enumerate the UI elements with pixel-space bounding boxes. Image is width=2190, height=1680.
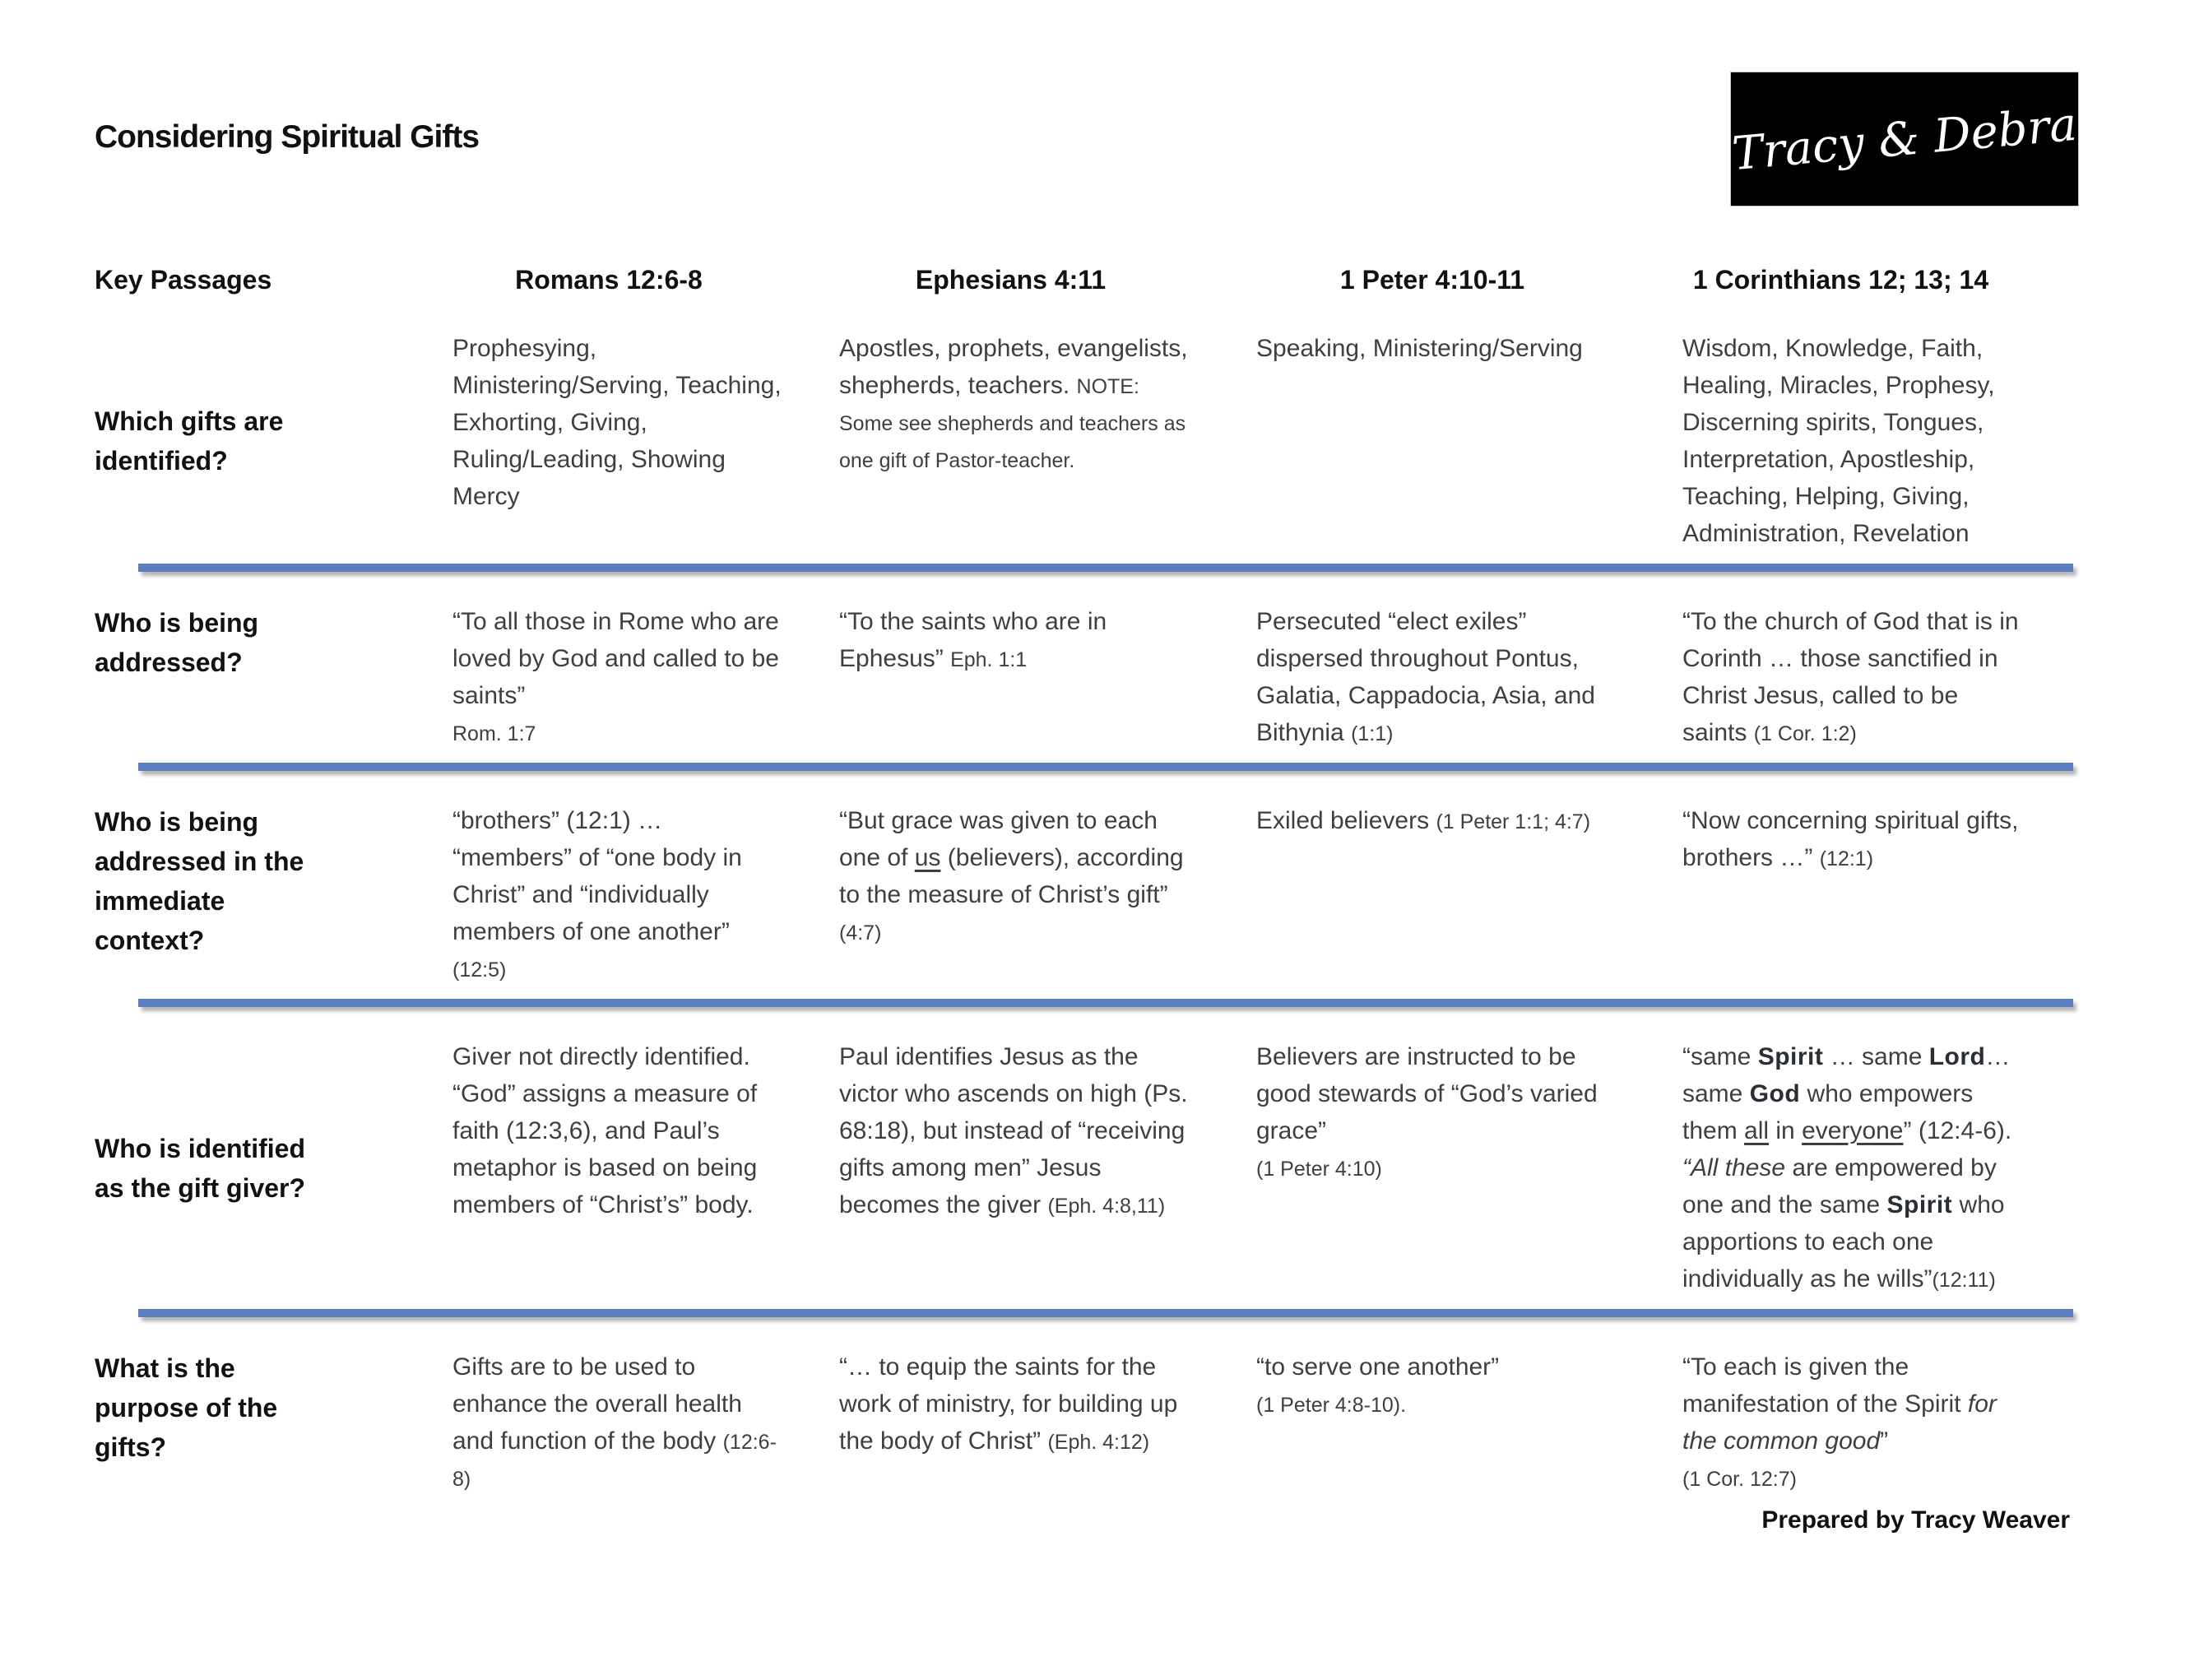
text-segment: who empowers them	[1682, 1080, 1974, 1144]
text-segment: Speaking, Ministering/Serving	[1256, 335, 1583, 362]
text-segment: (12:11)	[1932, 1269, 1996, 1292]
text-segment: (believers), according to the measure of Christ’s gift”	[839, 844, 1184, 908]
text-segment: “To the saints who are in Ephesus”	[839, 608, 1107, 672]
text-segment: Persecuted “elect exiles” dispersed throughout Pontus, Galatia, Cappadocia, Asia, and Bithynia	[1256, 608, 1595, 746]
cell-1-peter	[1256, 802, 1682, 987]
text-segment: Believers are instructed to be good stewards of “God’s varied grace”	[1256, 1043, 1598, 1144]
brand-logo-signature: Tracy & Debra	[1729, 97, 2080, 181]
text-segment: (1 Cor. 1:2)	[1753, 722, 1857, 745]
text-segment: who apportions to each one individually as he wills”	[1682, 1191, 2005, 1292]
text-segment: (12:5)	[452, 958, 507, 982]
text-segment: Gifts are to be used to enhance the overall health and function of the body	[452, 1353, 742, 1455]
cell-ephesians	[839, 802, 1256, 987]
cell-ephesians	[839, 1348, 1256, 1497]
row-label: Which gifts are identified?	[95, 406, 284, 476]
column-header-ephesians: Ephesians 4:11	[915, 265, 1107, 295]
row-separator	[138, 999, 2073, 1007]
cell-1-peter	[1256, 330, 1682, 552]
text-segment: (1 Peter 1:1; 4:7)	[1436, 810, 1591, 833]
row-separator	[138, 1309, 2073, 1317]
cell-ephesians	[839, 1038, 1256, 1297]
cell-ephesians	[839, 603, 1256, 751]
text-segment: us	[914, 844, 941, 871]
table-row-immediate-context	[95, 792, 2073, 991]
text-segment: Exiled believers	[1256, 807, 1436, 834]
text-segment: Spirit	[1757, 1043, 1824, 1070]
comparison-table	[95, 265, 2073, 1534]
column-header-1-corinthians: 1 Corinthians 12; 13; 14	[1692, 265, 1989, 295]
text-segment: are empowered by one and the same	[1682, 1154, 1997, 1218]
text-segment: Lord	[1928, 1043, 1986, 1070]
text-segment: Spirit	[1886, 1191, 1953, 1218]
text-segment: (1 Cor. 12:7)	[1682, 1468, 1797, 1491]
row-label: Who is identified as the gift giver?	[95, 1133, 306, 1203]
text-segment: “To the church of God that is in Corinth … those sanctified in Christ Jesus, called to be saints	[1682, 608, 2019, 746]
text-segment: “to serve one another”	[1256, 1353, 1500, 1381]
text-segment: “… to equip the saints for the work of ministry, for building up the body of Christ”	[839, 1353, 1178, 1455]
table-row-who-addressed	[95, 593, 2073, 754]
cell-1-corinthians	[1682, 1348, 2073, 1497]
text-segment: Eph. 1:1	[950, 648, 1028, 671]
row-separator	[138, 763, 2073, 771]
text-segment: (1 Peter 4:10)	[1256, 1158, 1382, 1181]
cell-1-corinthians	[1682, 802, 2073, 987]
text-segment: “To each is given the manifestation of the Spirit	[1682, 1353, 1968, 1418]
text-segment: Paul identifies Jesus as the victor who ascends on high (Ps. 68:18), but instead of “receiving gifts among men” Jesus becomes the giver	[839, 1043, 1188, 1218]
column-header-1-peter: 1 Peter 4:10-11	[1339, 265, 1525, 295]
text-segment: (12:6-8)	[452, 1431, 777, 1491]
text-segment: Rom. 1:7	[452, 722, 536, 745]
cell-1-corinthians	[1682, 603, 2073, 751]
cell-1-peter	[1256, 603, 1682, 751]
cell-romans	[452, 1348, 839, 1497]
page-title: Considering Spiritual Gifts	[95, 119, 480, 155]
column-header-key-passages: Key Passages	[95, 265, 272, 295]
cell-1-peter	[1256, 1348, 1682, 1497]
text-segment: “But grace was given to each one of	[839, 807, 1158, 871]
text-segment: all	[1744, 1117, 1770, 1144]
text-segment: “Now concerning spiritual gifts, brothers …”	[1682, 807, 2019, 871]
text-segment: (12:1)	[1819, 847, 1874, 870]
row-label: Who is being addressed?	[95, 608, 259, 677]
text-segment: NOTE: Some see shepherds and teachers as one gift of Pastor-teacher.	[839, 375, 1186, 472]
text-segment: Wisdom, Knowledge, Faith, Healing, Miracles, Prophesy, Discerning spirits, Tongues, Interpretation, Apostleship, Teaching, Helping, Giving, Administration, Revelation	[1682, 335, 1995, 547]
table-row-gifts-identified	[95, 320, 2073, 555]
cell-1-corinthians	[1682, 330, 2073, 552]
cell-1-corinthians	[1682, 1038, 2073, 1297]
row-label: Who is being addressed in the immediate context?	[95, 807, 304, 955]
text-segment: ” (12:4-6).	[1903, 1117, 2012, 1144]
row-label: What is the purpose of the gifts?	[95, 1353, 278, 1462]
cell-ephesians	[839, 330, 1256, 552]
text-segment: (1:1)	[1351, 722, 1394, 745]
brand-logo	[1731, 72, 2078, 206]
text-segment: Giver not directly identified. “God” assigns a measure of faith (12:3,6), and Paul’s metaphor is based on being members of “Christ’s” body.	[452, 1043, 758, 1218]
text-segment: “same	[1682, 1043, 1758, 1070]
text-segment: … same	[1682, 1043, 2011, 1107]
text-segment: in	[1769, 1117, 1803, 1144]
text-segment: (Eph. 4:8,11)	[1047, 1195, 1166, 1218]
cell-romans	[452, 603, 839, 751]
cell-romans	[452, 330, 839, 552]
prepared-by-credit: Prepared by Tracy Weaver	[1761, 1506, 2070, 1534]
text-segment: “To all those in Rome who are loved by God and called to be saints”	[452, 608, 779, 709]
row-separator	[138, 564, 2073, 572]
text-segment: (Eph. 4:12)	[1047, 1431, 1150, 1454]
text-segment: … same	[1823, 1043, 1929, 1070]
text-segment: everyone	[1802, 1117, 1904, 1144]
text-segment: “All these	[1682, 1154, 1786, 1181]
text-segment: (1 Peter 4:8-10).	[1256, 1394, 1407, 1417]
text-segment: ”	[1880, 1427, 1889, 1455]
text-segment: Apostles, prophets, evangelists, shepherds, teachers.	[839, 335, 1188, 399]
cell-romans	[452, 802, 839, 987]
text-segment: “brothers” (12:1) … “members” of “one body in Christ” and “individually members of one another”	[452, 807, 742, 945]
text-segment: for the common good	[1682, 1390, 1997, 1455]
cell-romans	[452, 1038, 839, 1297]
table-header-row	[95, 265, 2073, 320]
table-row-purpose	[95, 1339, 2073, 1500]
column-header-romans: Romans 12:6-8	[515, 265, 703, 295]
text-segment: God	[1749, 1080, 1801, 1107]
text-segment: (4:7)	[839, 921, 882, 944]
cell-1-peter	[1256, 1038, 1682, 1297]
text-segment: Prophesying, Ministering/Serving, Teaching, Exhorting, Giving, Ruling/Leading, Showing Mercy	[452, 335, 782, 510]
table-row-gift-giver	[95, 1028, 2073, 1301]
